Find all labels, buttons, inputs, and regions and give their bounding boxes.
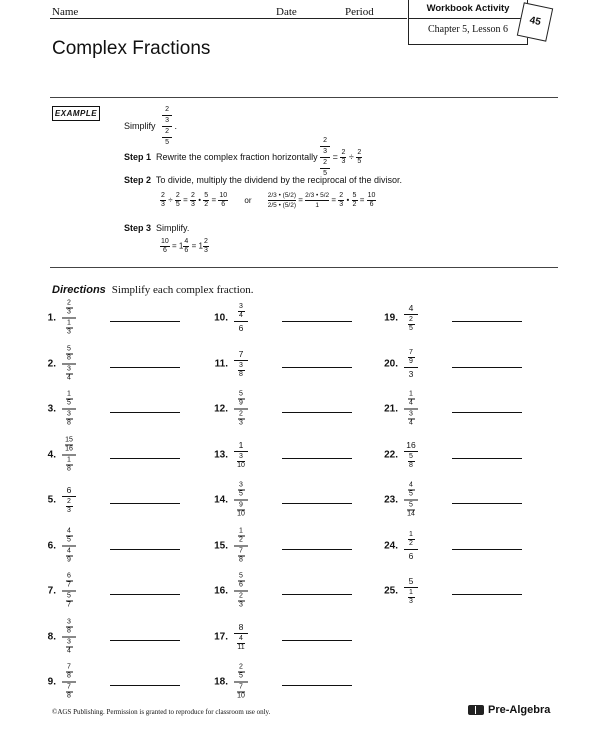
problem-bottom-numerator: 3 bbox=[67, 365, 71, 372]
problem-number: 12. bbox=[214, 403, 228, 415]
complex-fraction bbox=[62, 573, 76, 610]
problem-number: 14. bbox=[214, 494, 228, 506]
problem-top-denominator: 2 bbox=[239, 536, 243, 543]
answer-line[interactable] bbox=[110, 685, 180, 686]
problem-bottom-whole: 3 bbox=[408, 368, 414, 379]
complex-fraction bbox=[404, 531, 418, 561]
answer-line[interactable] bbox=[452, 367, 522, 368]
problem-13 bbox=[206, 435, 376, 475]
name-label: Name bbox=[52, 6, 79, 18]
complex-fraction bbox=[234, 527, 248, 564]
problem-bottom-denominator: 7 bbox=[67, 601, 71, 609]
problem-14 bbox=[206, 480, 376, 520]
problem-number: 10. bbox=[214, 312, 228, 324]
problem-7 bbox=[34, 571, 204, 611]
answer-line[interactable] bbox=[282, 367, 352, 368]
complex-fraction bbox=[62, 436, 76, 473]
answer-line[interactable] bbox=[110, 412, 180, 413]
problem-bottom-whole: 6 bbox=[238, 323, 244, 333]
problem-bottom-numerator: 1 bbox=[409, 589, 413, 596]
problem-number: 19. bbox=[384, 312, 398, 324]
example-badge: EXAMPLE bbox=[52, 106, 100, 121]
problem-bottom-numerator: 3 bbox=[67, 638, 71, 645]
example-step-1: Step 1 Rewrite the complex fraction horizontally 2 3 2 5 = $\frac{2}{3}$ ÷ $\frac{2}{5}$ bbox=[124, 137, 362, 177]
problem-top-denominator: 3 bbox=[67, 308, 71, 316]
problem-bottom-numerator: 3 bbox=[409, 410, 413, 418]
answer-line[interactable] bbox=[110, 321, 180, 322]
problem-3 bbox=[34, 389, 204, 429]
problem-bottom-denominator: 10 bbox=[237, 692, 245, 700]
problem-top-denominator: 5 bbox=[239, 672, 243, 680]
problem-top-denominator: 5 bbox=[409, 490, 413, 498]
answer-line[interactable] bbox=[282, 321, 352, 322]
problem-top-numerator: 15 bbox=[65, 436, 73, 443]
problem-8 bbox=[34, 617, 204, 657]
problem-number: 21. bbox=[384, 403, 398, 415]
problem-20 bbox=[376, 344, 546, 384]
problem-top-numerator: 1 bbox=[409, 530, 413, 538]
problem-number: 6. bbox=[47, 540, 56, 551]
copyright: ©AGS Publishing. Permission is granted to reproduce for classroom use only. bbox=[52, 708, 271, 716]
answer-line[interactable] bbox=[110, 549, 180, 550]
problem-bottom-denominator: 8 bbox=[67, 465, 71, 472]
problem-bottom-numerator: 4 bbox=[239, 634, 243, 642]
answer-line[interactable] bbox=[110, 458, 180, 459]
problem-top-denominator: 8 bbox=[67, 627, 71, 634]
problem-top-numerator: 1 bbox=[67, 390, 71, 398]
complex-fraction bbox=[62, 300, 76, 337]
problem-bottom-denominator: 3 bbox=[67, 328, 71, 336]
problem-top-whole: 7 bbox=[238, 348, 244, 359]
problem-bottom-numerator: 4 bbox=[67, 547, 71, 554]
answer-line[interactable] bbox=[452, 594, 522, 595]
problem-11 bbox=[206, 344, 376, 384]
problem-bottom-denominator: 9 bbox=[67, 556, 71, 563]
complex-fraction bbox=[404, 576, 418, 606]
problem-number: 25. bbox=[384, 585, 398, 597]
problem-top-whole: 4 bbox=[408, 303, 414, 313]
problem-top-denominator: 6 bbox=[239, 581, 243, 589]
problem-number: 9. bbox=[47, 676, 56, 688]
problem-top-denominator: 5 bbox=[239, 490, 243, 498]
problem-bottom-numerator: 1 bbox=[67, 319, 71, 327]
problem-bottom-denominator: 14 bbox=[407, 510, 415, 518]
problem-top-numerator: 3 bbox=[239, 303, 243, 310]
problem-21 bbox=[376, 389, 546, 429]
example-step-3-work: $\frac{10}{6}$ = 1 $\frac{4}{6}$ = 1 $\frac{2}{3}$ bbox=[161, 238, 208, 254]
complex-fraction bbox=[234, 349, 248, 379]
complex-fraction bbox=[234, 482, 248, 519]
problem-bottom-numerator: 2 bbox=[239, 592, 243, 600]
example-step-2: Step 2 To divide, multiply the dividend by the reciprocal of the divisor. bbox=[124, 175, 402, 185]
problem-number: 5. bbox=[47, 494, 56, 506]
answer-line[interactable] bbox=[282, 640, 352, 641]
problem-18 bbox=[206, 662, 376, 702]
problem-number: 18. bbox=[214, 676, 228, 688]
problem-top-whole: 16 bbox=[406, 439, 416, 450]
example-simplify: Simplify 2 3 2 5 . bbox=[124, 106, 178, 146]
answer-line[interactable] bbox=[110, 594, 180, 595]
answer-line[interactable] bbox=[110, 640, 180, 641]
problem-top-denominator: 5 bbox=[67, 399, 71, 407]
problem-bottom-denominator: 3 bbox=[67, 507, 71, 514]
problem-bottom-denominator: 8 bbox=[67, 419, 71, 427]
problem-bottom-denominator: 10 bbox=[237, 510, 245, 518]
problem-top-numerator: 3 bbox=[67, 618, 71, 625]
answer-line[interactable] bbox=[282, 503, 352, 504]
brand: Pre-Algebra bbox=[468, 704, 550, 716]
problem-top-denominator: 5 bbox=[67, 536, 71, 543]
complex-fraction bbox=[234, 440, 248, 470]
problem-bottom-numerator: 5 bbox=[409, 452, 413, 460]
complex-fraction bbox=[62, 485, 76, 515]
answer-line[interactable] bbox=[282, 685, 352, 686]
problem-23 bbox=[376, 480, 546, 520]
problem-bottom-denominator: 8 bbox=[409, 461, 413, 469]
complex-fraction bbox=[62, 664, 76, 701]
complex-fraction bbox=[404, 440, 418, 470]
problem-number: 7. bbox=[47, 585, 56, 597]
problem-bottom-numerator: 5 bbox=[67, 592, 71, 600]
problem-22 bbox=[376, 435, 546, 475]
problem-bottom-denominator: 8 bbox=[67, 692, 71, 700]
problem-2 bbox=[34, 344, 204, 384]
problem-bottom-denominator: 4 bbox=[67, 374, 71, 381]
problem-number: 1. bbox=[47, 312, 56, 324]
problem-top-numerator: 5 bbox=[67, 345, 71, 352]
complex-fraction bbox=[404, 349, 418, 379]
complex-fraction bbox=[234, 391, 248, 428]
problem-number: 13. bbox=[214, 449, 228, 460]
problem-bottom-numerator: 3 bbox=[239, 452, 243, 460]
complex-fraction bbox=[62, 391, 76, 428]
page-title: Complex Fractions bbox=[52, 38, 211, 59]
complex-fraction bbox=[234, 622, 248, 652]
complex-fraction bbox=[404, 303, 418, 333]
problem-25 bbox=[376, 571, 546, 611]
example-step-2-work: $\frac{2}{3}$ ÷ $\frac{2}{5}$ = $\frac{2}{3}$ • $\frac{5}{2}$ = $\frac{10}{6}$ or $\frac{2/3 • (5/2)}{2/5 • (5/2)}$ = $\frac{2/3 • 5/2}{1}$ = $\frac{2}{3}$ • $\frac{5}{2}$ = $\frac{10}{6}$ bbox=[161, 192, 376, 209]
problem-bottom-denominator: 3 bbox=[239, 601, 243, 609]
complex-fraction bbox=[234, 573, 248, 610]
problem-top-denominator: 8 bbox=[67, 354, 71, 361]
problem-top-numerator: 2 bbox=[67, 299, 71, 307]
problem-bottom-numerator: 7 bbox=[239, 683, 243, 691]
problem-bottom-numerator: 2 bbox=[239, 410, 243, 418]
problem-bottom-whole: 6 bbox=[408, 550, 414, 561]
book-icon bbox=[468, 705, 484, 715]
problem-bottom-numerator: 7 bbox=[67, 683, 71, 691]
activity-label: Workbook Activity bbox=[426, 3, 510, 14]
problem-bottom-numerator: 2 bbox=[409, 316, 413, 323]
problem-top-denominator: 4 bbox=[409, 399, 413, 407]
problem-6 bbox=[34, 526, 204, 566]
problem-16 bbox=[206, 571, 376, 611]
problem-bottom-denominator: 3 bbox=[239, 419, 243, 427]
problem-number: 4. bbox=[47, 449, 56, 460]
problem-bottom-denominator: 11 bbox=[237, 643, 245, 651]
problem-top-numerator: 3 bbox=[239, 481, 243, 489]
problem-bottom-numerator: 3 bbox=[67, 410, 71, 418]
problem-bottom-denominator: 3 bbox=[409, 598, 413, 605]
problem-bottom-numerator: 3 bbox=[239, 361, 243, 369]
period-label: Period bbox=[345, 6, 374, 18]
date-label: Date bbox=[276, 6, 297, 18]
answer-line[interactable] bbox=[452, 321, 522, 322]
problem-top-denominator: 9 bbox=[239, 399, 243, 407]
problem-top-denominator: 7 bbox=[67, 581, 71, 589]
problem-top-denominator: 4 bbox=[239, 312, 243, 319]
divider bbox=[50, 97, 558, 98]
problem-top-numerator: 1 bbox=[409, 390, 413, 398]
problem-5 bbox=[34, 480, 204, 520]
problem-number: 16. bbox=[214, 585, 228, 597]
problem-number: 24. bbox=[384, 540, 398, 551]
problem-top-numerator: 4 bbox=[409, 481, 413, 489]
problem-top-numerator: 6 bbox=[67, 572, 71, 580]
directions: Directions Simplify each complex fraction. bbox=[52, 284, 254, 296]
problem-top-numerator: 5 bbox=[239, 572, 243, 580]
problem-top-numerator: 5 bbox=[239, 390, 243, 398]
problem-top-numerator: 7 bbox=[67, 663, 71, 671]
problem-bottom-denominator: 5 bbox=[409, 325, 413, 332]
problem-9 bbox=[34, 662, 204, 702]
answer-line[interactable] bbox=[110, 367, 180, 368]
answer-line[interactable] bbox=[282, 594, 352, 595]
complex-fraction bbox=[404, 482, 418, 519]
problem-top-numerator: 1 bbox=[239, 527, 243, 534]
divider bbox=[50, 267, 558, 268]
problem-number: 11. bbox=[214, 358, 228, 369]
problem-bottom-denominator: 8 bbox=[239, 370, 243, 378]
problem-bottom-numerator: 7 bbox=[239, 547, 243, 554]
problem-bottom-denominator: 4 bbox=[409, 419, 413, 427]
problem-top-whole: 6 bbox=[66, 485, 72, 495]
answer-line[interactable] bbox=[452, 503, 522, 504]
lesson-label: Chapter 5, Lesson 6 bbox=[428, 24, 508, 35]
problem-bottom-numerator: 9 bbox=[239, 501, 243, 509]
problem-number: 20. bbox=[384, 358, 398, 369]
problem-top-numerator: 2 bbox=[239, 663, 243, 671]
complex-fraction bbox=[404, 391, 418, 428]
problem-top-denominator: 2 bbox=[409, 539, 413, 547]
answer-line[interactable] bbox=[282, 549, 352, 550]
answer-line[interactable] bbox=[452, 549, 522, 550]
answer-line[interactable] bbox=[452, 458, 522, 459]
problem-number: 3. bbox=[47, 403, 56, 415]
problem-top-whole: 1 bbox=[238, 439, 244, 450]
workbook-activity-box bbox=[408, 0, 528, 45]
complex-fraction bbox=[62, 527, 76, 564]
example-step-3: Step 3 Simplify. bbox=[124, 223, 190, 233]
page-number: 45 bbox=[517, 2, 553, 41]
problem-24 bbox=[376, 526, 546, 566]
complex-fraction bbox=[234, 303, 248, 333]
problem-top-denominator: 16 bbox=[65, 445, 73, 452]
problem-top-numerator: 7 bbox=[409, 348, 413, 356]
complex-fraction bbox=[62, 618, 76, 655]
problem-top-whole: 8 bbox=[238, 621, 244, 632]
problem-bottom-numerator: 2 bbox=[67, 498, 71, 505]
problem-number: 8. bbox=[47, 631, 56, 642]
problem-number: 17. bbox=[214, 631, 228, 642]
problem-bottom-numerator: 5 bbox=[409, 501, 413, 509]
problem-number: 15. bbox=[214, 540, 228, 551]
problem-15 bbox=[206, 526, 376, 566]
problem-1 bbox=[34, 298, 204, 338]
problem-19 bbox=[376, 298, 546, 338]
problem-12 bbox=[206, 389, 376, 429]
problem-bottom-denominator: 10 bbox=[237, 461, 245, 469]
problem-bottom-denominator: 8 bbox=[239, 556, 243, 563]
problem-top-whole: 5 bbox=[408, 576, 414, 586]
answer-line[interactable] bbox=[452, 412, 522, 413]
problem-number: 23. bbox=[384, 494, 398, 506]
problem-top-numerator: 4 bbox=[67, 527, 71, 534]
header-line bbox=[50, 18, 407, 19]
problem-number: 2. bbox=[47, 358, 56, 369]
complex-fraction bbox=[62, 345, 76, 382]
answer-line[interactable] bbox=[282, 458, 352, 459]
problem-17 bbox=[206, 617, 376, 657]
problem-top-denominator: 9 bbox=[409, 357, 413, 365]
problem-number: 22. bbox=[384, 449, 398, 460]
answer-line[interactable] bbox=[282, 412, 352, 413]
problem-4 bbox=[34, 435, 204, 475]
problem-10 bbox=[206, 298, 376, 338]
problem-bottom-numerator: 1 bbox=[67, 456, 71, 463]
answer-line[interactable] bbox=[110, 503, 180, 504]
problem-top-denominator: 8 bbox=[67, 672, 71, 680]
complex-fraction bbox=[234, 664, 248, 701]
problem-bottom-denominator: 4 bbox=[67, 647, 71, 654]
